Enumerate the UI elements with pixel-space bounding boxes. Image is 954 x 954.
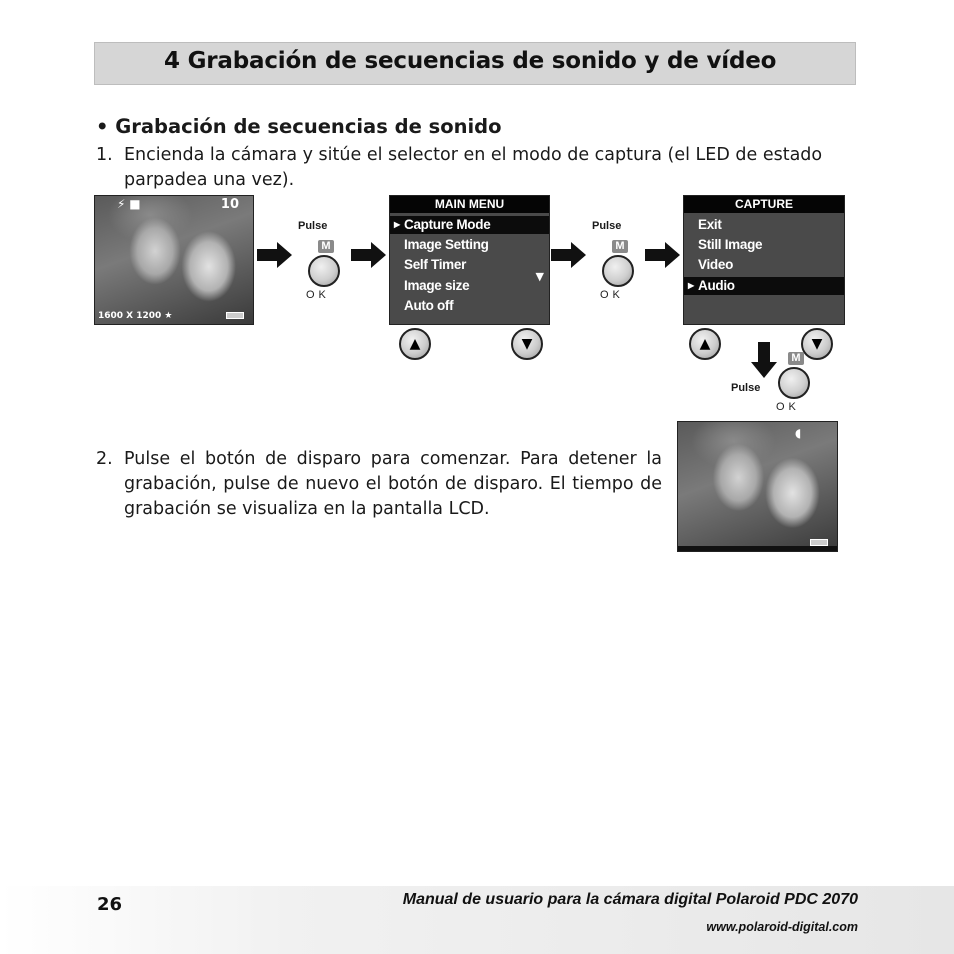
step-1 (96, 143, 858, 195)
shot-count: 10 (220, 197, 239, 212)
menu-item-image-setting[interactable]: Image Setting (404, 237, 489, 252)
lcd-preview-screen (94, 195, 254, 325)
page-number: 26 (97, 894, 123, 915)
main-menu-screen (389, 195, 550, 325)
step-2 (96, 447, 662, 551)
menu-item-audio[interactable]: ▶ Audio (684, 277, 844, 295)
pulse-label: Pulse (592, 220, 622, 232)
menu-item-capture-mode[interactable]: ▶ Capture Mode (390, 216, 549, 234)
microphone-icon: ◖ (795, 426, 802, 440)
ok-knob-icon (778, 367, 810, 399)
m-label: M (612, 240, 628, 253)
flash-camera-icons: ⚡ ■ (117, 197, 141, 211)
lcd-recording-screen (677, 421, 838, 552)
arrow-right-icon (645, 242, 681, 268)
menu-item-exit[interactable]: Exit (698, 217, 722, 232)
down-button[interactable]: ▼ (511, 328, 543, 360)
menu-item-self-timer[interactable]: Self Timer (404, 257, 467, 272)
ok-knob-icon (308, 255, 340, 287)
main-menu-header: MAIN MENU (390, 196, 549, 213)
arrow-right-icon (351, 242, 387, 268)
chapter-title: 4 Grabación de secuencias de sonido y de vídeo (164, 48, 777, 74)
up-button[interactable]: ▲ (689, 328, 721, 360)
ok-label: OK (600, 289, 624, 301)
menu-item-video[interactable]: Video (698, 257, 734, 272)
menu-item-auto-off[interactable]: Auto off (404, 298, 454, 313)
lcd-status-bar (678, 546, 837, 551)
section-heading: • Grabación de secuencias de sonido (96, 115, 502, 138)
menu-item-still-image[interactable]: Still Image (698, 237, 763, 252)
step-1-number: 1. (96, 145, 113, 165)
step-2-text: Pulse el botón de disparo para comenzar. Para detener la grabación, pulse de nuevo el botón de disparo. El tiempo de grabación se visualiza en la pantalla LCD. (124, 449, 662, 519)
menu-ok-button[interactable] (772, 352, 832, 424)
step-1-text: Encienda la cámara y sitúe el selector en el modo de captura (el LED de estado parpadea una vez). (124, 145, 823, 190)
ok-label: OK (776, 401, 800, 413)
arrow-right-icon (257, 242, 293, 268)
battery-icon (226, 312, 244, 319)
pulse-label: Pulse (298, 220, 328, 232)
manual-title: Manual de usuario para la cámara digital Polaroid PDC 2070 (402, 891, 858, 908)
up-button[interactable]: ▲ (399, 328, 431, 360)
pulse-label: Pulse (731, 382, 761, 394)
menu-item-image-size[interactable]: Image size (404, 278, 470, 293)
step-2-number: 2. (96, 449, 113, 469)
pointer-icon: ▶ (394, 220, 400, 229)
battery-icon (810, 539, 828, 546)
m-label: M (318, 240, 334, 253)
resolution-label: 1600 X 1200 ★ (98, 311, 173, 321)
down-button[interactable]: ▼ (801, 328, 833, 360)
m-label: M (788, 352, 804, 365)
arrow-right-icon (551, 242, 587, 268)
scroll-down-icon: ▼ (535, 270, 544, 283)
pointer-icon: ▶ (688, 281, 694, 290)
website-link[interactable]: www.polaroid-digital.com (706, 920, 858, 934)
ok-label: OK (306, 289, 330, 301)
capture-menu-header: CAPTURE (684, 196, 844, 213)
chapter-title-bar (94, 42, 856, 85)
capture-menu-screen (683, 195, 845, 325)
ok-knob-icon (602, 255, 634, 287)
